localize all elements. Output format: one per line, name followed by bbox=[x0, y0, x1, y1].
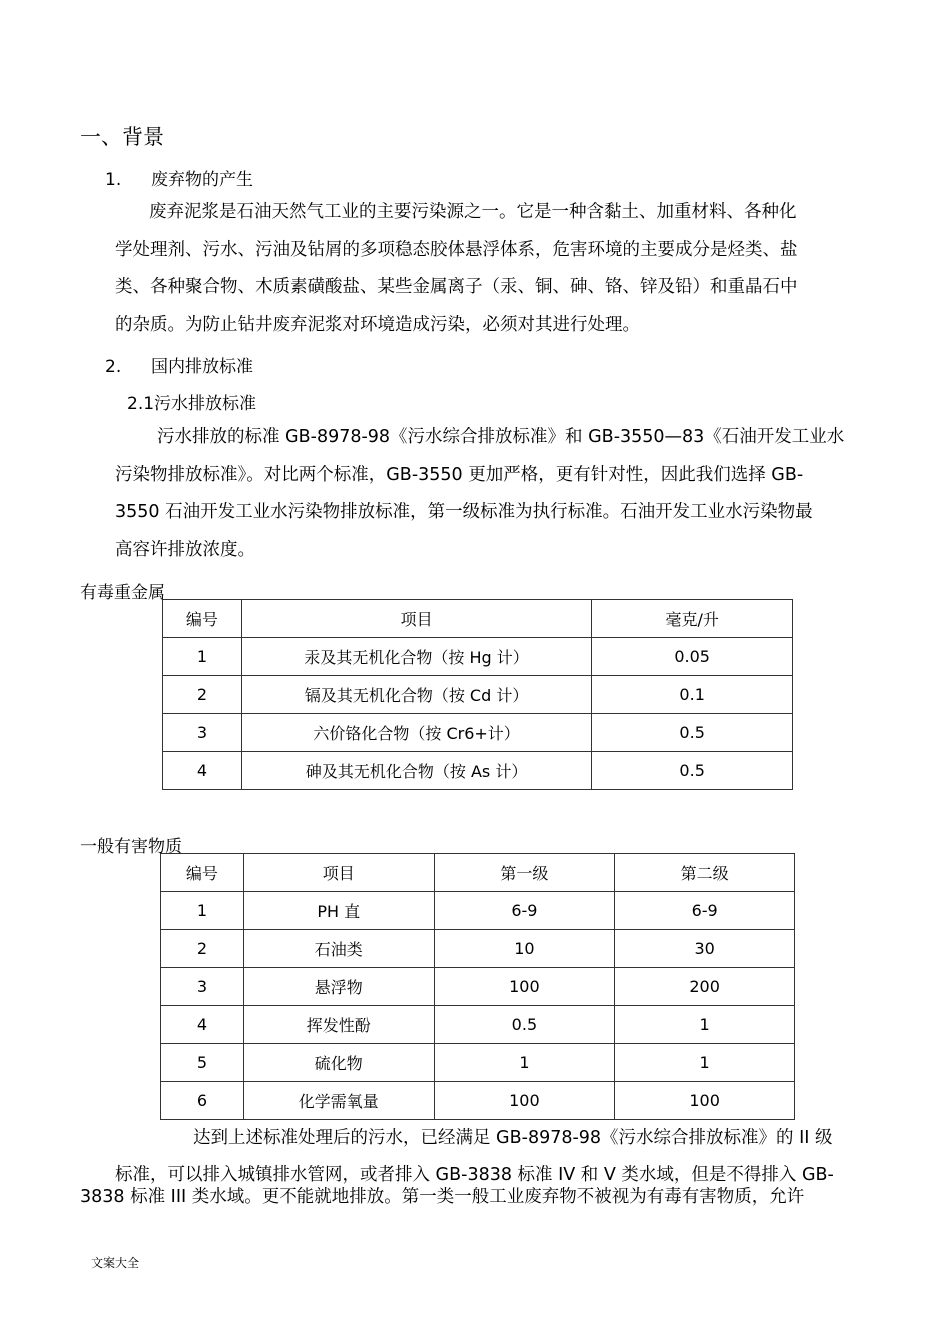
paragraph-waste-mud bbox=[115, 194, 798, 344]
page-footer: 文案大全 bbox=[91, 1256, 140, 1270]
subsection-2-title bbox=[105, 352, 253, 377]
table-header-row bbox=[163, 600, 793, 638]
header-cell: 毫克/升 bbox=[592, 600, 793, 638]
table-cell: 1 bbox=[615, 1044, 795, 1082]
paragraph-line: 污水排放的标准 GB-8978-98《污水综合排放标准》和 GB-3550—83《石油开发工业水 bbox=[157, 427, 845, 447]
subsection-1-text: 废弃物的产生 bbox=[151, 170, 253, 190]
table-row bbox=[163, 638, 793, 676]
paragraph-line: 的杂质。为防止钻井废弃泥浆对环境造成污染，必须对其进行处理。 bbox=[115, 314, 640, 335]
header-cell: 编号 bbox=[163, 600, 242, 638]
table-row bbox=[163, 714, 793, 752]
table-cell: 六价铬化合物（按 Cr6+计） bbox=[241, 714, 591, 752]
table-cell: 0.5 bbox=[434, 1006, 615, 1044]
paragraph-standards bbox=[115, 419, 844, 569]
table-row bbox=[161, 968, 795, 1006]
paragraph-line: 高容许排放浓度。 bbox=[115, 539, 255, 560]
table-cell: 挥发性酚 bbox=[243, 1006, 434, 1044]
table-cell: 4 bbox=[163, 752, 242, 790]
paragraph-line: 类、各种聚合物、木质素磺酸盐、某些金属离子（汞、铜、砷、铬、锌及铅）和重晶石中 bbox=[115, 277, 798, 297]
table-cell: 石油类 bbox=[243, 930, 434, 968]
table-header-row bbox=[161, 854, 795, 892]
table-cell: 100 bbox=[434, 968, 615, 1006]
subsection-2-1-title: 2.1污水排放标准 bbox=[127, 394, 257, 414]
paragraph-line: 污染物排放标准》。对比两个标准，GB-3550 更加严格，更有针对性，因此我们选择 GB- bbox=[115, 464, 804, 485]
table-heavy-metals bbox=[162, 599, 793, 790]
table-cell: 汞及其无机化合物（按 Hg 计） bbox=[241, 638, 591, 676]
header-cell: 编号 bbox=[161, 854, 244, 892]
subsection-1-title bbox=[105, 165, 253, 190]
subsection-2-number: 2. bbox=[105, 357, 122, 377]
table-row bbox=[161, 1006, 795, 1044]
paragraph-treated-line-1: 达到上述标准处理后的污水，已经满足 GB-8978-98《污水综合排放标准》的 II 级 bbox=[193, 1128, 833, 1148]
table-cell: 200 bbox=[615, 968, 795, 1006]
table-row bbox=[161, 892, 795, 930]
table-cell: 3 bbox=[163, 714, 242, 752]
section-heading: 一、背景 bbox=[80, 125, 164, 149]
table-cell: 10 bbox=[434, 930, 615, 968]
table-cell: 100 bbox=[434, 1082, 615, 1120]
table-cell: 2 bbox=[161, 930, 244, 968]
paragraph-line: 3550 石油开发工业水污染物排放标准，第一级标准为执行标准。石油开发工业水污染物最 bbox=[115, 502, 813, 522]
table-cell: 砷及其无机化合物（按 As 计） bbox=[241, 752, 591, 790]
paragraph-line: 废弃泥浆是石油天然气工业的主要污染源之一。它是一种含黏土、加重材料、各种化 bbox=[149, 202, 797, 222]
table-row bbox=[163, 676, 793, 714]
table-cell: 1 bbox=[161, 892, 244, 930]
table-cell: 6-9 bbox=[615, 892, 795, 930]
header-cell: 第一级 bbox=[434, 854, 615, 892]
subsection-2-text: 国内排放标准 bbox=[151, 357, 253, 377]
table-cell: 2 bbox=[163, 676, 242, 714]
paragraph-line: 学处理剂、污水、污油及钻屑的多项稳态胶体悬浮体系，危害环境的主要成分是烃类、盐 bbox=[115, 239, 798, 260]
table-row bbox=[161, 1082, 795, 1120]
header-cell: 项目 bbox=[243, 854, 434, 892]
table-row bbox=[161, 1044, 795, 1082]
table-cell: 0.5 bbox=[592, 752, 793, 790]
table-cell: 100 bbox=[615, 1082, 795, 1120]
table-cell: 4 bbox=[161, 1006, 244, 1044]
subsection-1-number: 1. bbox=[105, 170, 122, 190]
table-cell: 3 bbox=[161, 968, 244, 1006]
header-cell: 项目 bbox=[241, 600, 591, 638]
table-cell: 1 bbox=[163, 638, 242, 676]
table-cell: 硫化物 bbox=[243, 1044, 434, 1082]
table-cell: 6 bbox=[161, 1082, 244, 1120]
header-cell: 第二级 bbox=[615, 854, 795, 892]
table-cell: 6-9 bbox=[434, 892, 615, 930]
table-cell: 化学需氧量 bbox=[243, 1082, 434, 1120]
table1-caption: 有毒重金属 bbox=[80, 583, 165, 603]
table-cell: PH 直 bbox=[243, 892, 434, 930]
table-cell: 1 bbox=[615, 1006, 795, 1044]
table2-caption: 一般有害物质 bbox=[80, 837, 182, 857]
table-row bbox=[161, 930, 795, 968]
table-row bbox=[163, 752, 793, 790]
table-harmful-substances bbox=[160, 853, 795, 1120]
table-cell: 0.1 bbox=[592, 676, 793, 714]
paragraph-treated-line-2: 标准，可以排入城镇排水管网，或者排入 GB-3838 标准 IV 和 V 类水域，但是不得排入 GB- bbox=[115, 1165, 834, 1185]
table-cell: 5 bbox=[161, 1044, 244, 1082]
table-cell: 悬浮物 bbox=[243, 968, 434, 1006]
paragraph-treated-line-3: 3838 标准 III 类水域。更不能就地排放。第一类一般工业废弃物不被视为有毒有害物质，允许 bbox=[80, 1187, 805, 1207]
table-cell: 0.5 bbox=[592, 714, 793, 752]
table-cell: 30 bbox=[615, 930, 795, 968]
table-cell: 镉及其无机化合物（按 Cd 计） bbox=[241, 676, 591, 714]
table-cell: 0.05 bbox=[592, 638, 793, 676]
table-cell: 1 bbox=[434, 1044, 615, 1082]
